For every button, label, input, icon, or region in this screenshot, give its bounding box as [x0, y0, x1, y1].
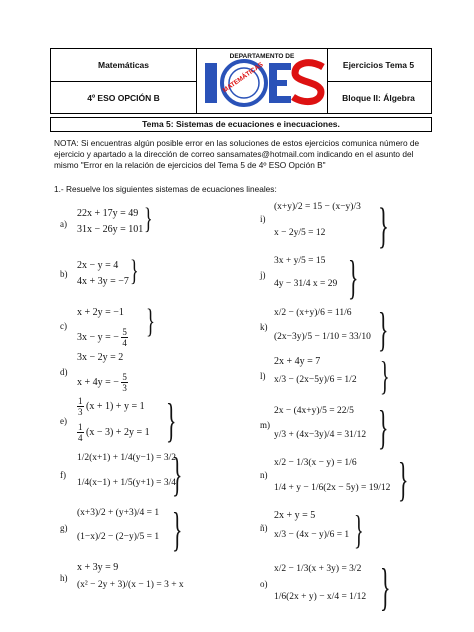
right-brace: } — [144, 202, 153, 235]
exercise-label: d) — [60, 367, 68, 377]
right-brace: } — [130, 254, 139, 287]
equation-2: x − 2y/5 = 12 — [274, 228, 326, 238]
denominator: 4 — [78, 433, 83, 443]
logo-arc-text: MATEMÁTICAS — [221, 61, 265, 95]
fraction — [121, 372, 128, 393]
right-brace: } — [354, 507, 364, 552]
equation-1: x + 2y = −1 — [77, 307, 124, 318]
exercise-label: i) — [260, 214, 266, 224]
fraction — [77, 396, 84, 417]
equation-1: (x+y)/2 = 15 − (x−y)/3 — [274, 202, 361, 212]
right-brace: } — [166, 394, 177, 447]
equation-1: 2x − y = 4 — [77, 260, 119, 271]
equation-1: 2x + y = 5 — [274, 510, 316, 521]
equation-2: 1/4 + y − 1/6(2x − 5y) = 19/12 — [274, 483, 391, 493]
header-table — [50, 48, 432, 114]
right-brace: } — [172, 448, 183, 501]
equation-1: x/2 − (x+y)/6 = 11/6 — [274, 308, 352, 318]
equation-1 — [77, 396, 145, 417]
equation-2: (2x−3y)/5 − 1/10 = 33/10 — [274, 332, 371, 342]
exercise-intro: 1.- Resuelve los siguientes sistemas de ecuaciones lineales: — [54, 184, 277, 194]
equation-2-text: x + 4y = − — [77, 376, 119, 388]
logo-top-text: DEPARTAMENTO DE — [229, 53, 295, 60]
exercise-label: ñ) — [260, 523, 268, 533]
equation-1: x/2 − 1/3(x + 3y) = 3/2 — [274, 564, 362, 574]
denominator: 3 — [78, 407, 83, 417]
equation-2: 4x + 3y = −7 — [77, 276, 129, 287]
logo-graphic — [197, 49, 327, 113]
topic-title: Tema 5: Sistemas de ecuaciones e inecuaciones. — [50, 117, 432, 132]
denominator: 4 — [122, 338, 127, 348]
exercise-label: a) — [60, 219, 67, 229]
numerator: 1 — [78, 396, 83, 406]
equation-1-text: (x + 1) + y = 1 — [86, 400, 145, 412]
equation-2: y/3 + (4x−3y)/4 = 31/12 — [274, 430, 367, 440]
equation-2 — [77, 372, 128, 393]
exercise-label: j) — [260, 270, 266, 280]
right-brace: } — [378, 303, 389, 356]
equation-2: 1/4(x−1) + 1/5(y+1) = 3/4 — [77, 478, 177, 488]
equation-1: 3x − 2y = 2 — [77, 352, 124, 363]
equation-2: 4y − 31/4 x = 29 — [274, 279, 338, 289]
note-paragraph: NOTA: Si encuentras algún posible error en las soluciones de estos ejercicios comunica número de ejercicio y apartado a la dirección de correo sansamates@hotmail.com indicando en el asunto del mismo "Error en la relación de ejercicios del Tema 5 de 4º ESO Opción B" — [54, 138, 420, 170]
exercise-label: f) — [60, 470, 66, 480]
exercise-label: l) — [260, 371, 266, 381]
denominator: 3 — [122, 383, 127, 393]
numerator: 5 — [122, 372, 127, 382]
department-logo — [196, 49, 328, 113]
block-cell: Bloque II: Álgebra — [342, 93, 415, 103]
equation-2: 1/6(2x + y) − x/4 = 1/12 — [274, 592, 367, 602]
equation-2 — [77, 422, 150, 443]
equation-2: (x² − 2y + 3)/(x − 1) = 3 + x — [77, 580, 184, 590]
exercise-label: g) — [60, 523, 68, 533]
right-brace: } — [378, 197, 389, 253]
right-brace: } — [146, 303, 155, 340]
equation-1: x/2 − 1/3(x − y) = 1/6 — [274, 458, 357, 468]
equation-2-text: 3x − y = − — [77, 331, 119, 343]
fraction — [121, 327, 128, 348]
exercise-label: h) — [60, 573, 68, 583]
exercise-label: m) — [260, 420, 270, 430]
equation-1: 1/2(x+1) + 1/4(y−1) = 3/2 — [77, 453, 177, 463]
exercises-title-cell: Ejercicios Tema 5 — [342, 60, 415, 70]
equation-1: x + 3y = 9 — [77, 562, 119, 573]
equation-1: 2x + 4y = 7 — [274, 356, 321, 367]
right-brace: } — [380, 353, 390, 398]
equation-1: 3x + y/5 = 15 — [274, 256, 326, 266]
subject-cell: Matemáticas — [97, 60, 150, 70]
right-brace: } — [380, 559, 391, 616]
equation-1: 2x − (4x+y)/5 = 22/5 — [274, 406, 354, 416]
equation-2: (1−x)/2 − (2−y)/5 = 1 — [77, 532, 160, 542]
equation-2: 31x − 26y = 101 — [77, 224, 144, 235]
course-cell: 4º ESO OPCIÓN B — [87, 93, 160, 103]
numerator: 5 — [122, 327, 127, 337]
exercise-label: o) — [260, 579, 268, 589]
numerator: 1 — [78, 422, 83, 432]
right-brace: } — [378, 401, 389, 454]
exercise-label: e) — [60, 416, 67, 426]
equation-2 — [77, 327, 128, 348]
fraction — [77, 422, 84, 443]
right-brace: } — [172, 503, 183, 556]
exercise-label: n) — [260, 470, 268, 480]
right-brace: } — [348, 251, 359, 304]
equation-1: 22x + 17y = 49 — [77, 208, 139, 219]
exercise-label: k) — [260, 322, 268, 332]
equation-2: x/3 − (2x−5y)/6 = 1/2 — [274, 375, 357, 385]
exercise-label: c) — [60, 321, 67, 331]
equation-2-text: (x − 3) + 2y = 1 — [86, 426, 150, 438]
right-brace: } — [398, 453, 409, 506]
exercise-label: b) — [60, 269, 68, 279]
equation-1: (x+3)/2 + (y+3)/4 = 1 — [77, 508, 160, 518]
equation-2: x/3 − (4x − y)/6 = 1 — [274, 530, 350, 540]
